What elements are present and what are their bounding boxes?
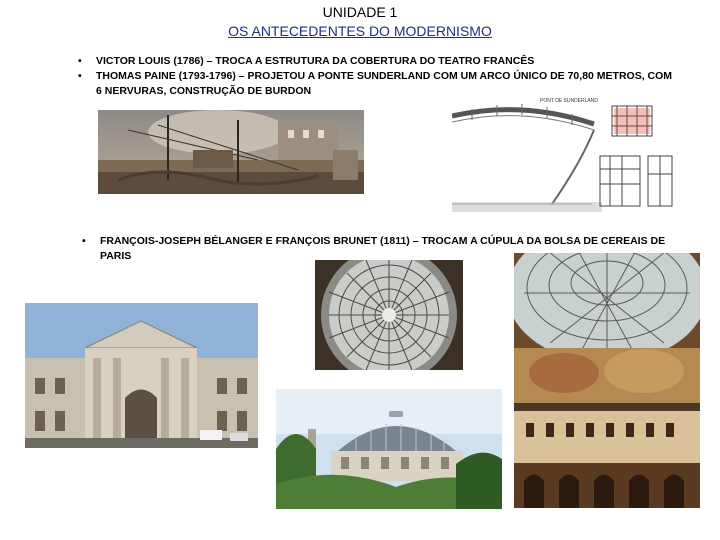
list-item [78, 54, 678, 69]
dome-interior-photo [315, 260, 463, 370]
slide-subtitle: OS ANTECEDENTES DO MODERNISMO [228, 23, 492, 39]
bourse-dome-exterior-photo [276, 389, 502, 509]
bullet-marker: • [78, 55, 82, 67]
bullet-marker: • [78, 70, 82, 82]
dome-murals-photo [514, 253, 700, 508]
slide-title: UNIDADE 1 [322, 4, 398, 20]
bullet-text: FRANÇOIS-JOSEPH BÉLANGER E FRANÇOIS BRUNET (1811) – TROCAM A CÚPULA DA BOLSA DE CEREAIS DE PARIS [100, 235, 666, 262]
bullet-list-top [78, 54, 678, 99]
bullet-text: VICTOR LOUIS (1786) – TROCA A ESTRUTURA DA COBERTURA DO TEATRO FRANCÊS [96, 55, 535, 67]
sunderland-bridge-drawing [452, 94, 676, 219]
industrial-scene-painting [98, 110, 364, 194]
bourse-facade-photo [25, 303, 258, 448]
drawing-caption: PONT DE SUNDERLAND [540, 98, 598, 104]
bullet-text: THOMAS PAINE (1793-1796) – PROJETOU A PONTE SUNDERLAND COM UM ARCO ÚNICO DE 70,80 METROS, COM 6 NERVURAS, CONSTRUÇÃO DE BURDON [96, 70, 673, 97]
bullet-marker: • [82, 235, 86, 247]
